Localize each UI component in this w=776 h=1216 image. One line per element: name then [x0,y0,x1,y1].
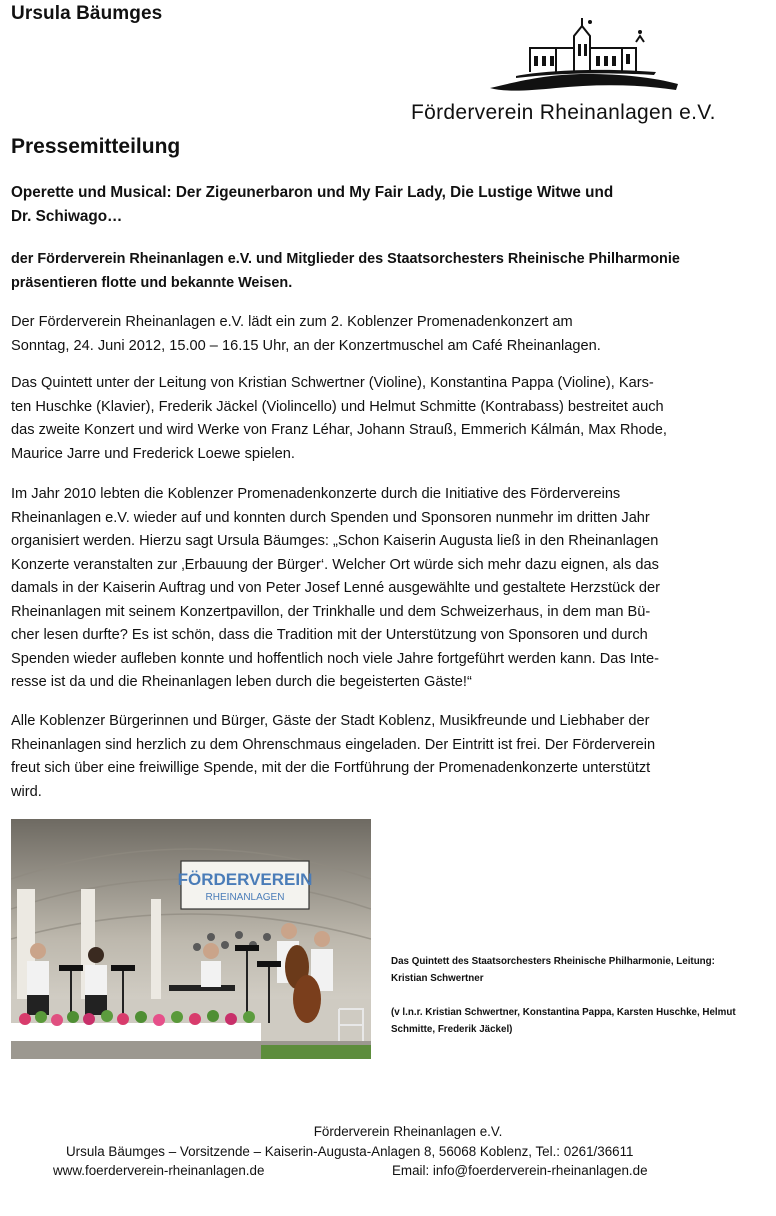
headline-line: Dr. Schiwago… [11,207,123,225]
subheadline-line: der Förderverein Rheinanlagen e.V. und Mitglieder des Staatsorchesters Rheinische Philharmonie [11,251,680,267]
paragraph-line: organisiert werden. Hierzu sagt Ursula Bäumges: „Schon Kaiserin Augusta ließ in den Rheinanlagen [11,533,659,549]
footer-address: Ursula Bäumges – Vorsitzende – Kaiserin-Augusta-Anlagen 8, 56068 Koblenz, Tel.: 0261/36611 [66,1143,634,1159]
author-name: Ursula Bäumges [11,3,163,24]
footer-org: Förderverein Rheinanlagen e.V. [313,1124,503,1139]
castle-river-logo-icon [486,8,682,96]
headline [11,181,691,228]
paragraph-line: Alle Koblenzer Bürgerinnen und Bürger, Gäste der Stadt Koblenz, Musikfreunde und Liebhaber der [11,713,650,729]
organization-name: Förderverein Rheinanlagen e.V. [411,101,716,124]
caption-line: Schmitte, Frederik Jäckel) [391,1024,513,1035]
paragraph-invitation-all [11,710,763,804]
paragraph-line: Maurice Jarre und Frederick Loewe spielen. [11,445,295,462]
paragraph-quintet [11,372,763,466]
paragraph-history [11,483,763,695]
document-title: Pressemitteilung [11,135,181,158]
paragraph-line: Im Jahr 2010 lebten die Koblenzer Promenadenkonzerte durch die Initiative des Fördervereins [11,486,621,502]
subheadline-line: präsentieren flotte und bekannte Weisen. [11,274,293,291]
paragraph-line: Konzerte veranstalten zur ‚Erbauung der Bürger‘. Welcher Ort würde sich mehr dazu eignen, als das [11,556,659,573]
footer-email-link[interactable]: Email: info@foerderverein-rheinanlagen.de [392,1163,648,1178]
paragraph-line: Sonntag, 24. Juni 2012, 15.00 – 16.15 Uhr, an der Konzertmuschel am Café Rheinanlagen. [11,337,601,354]
subheadline [11,248,751,295]
paragraph-line: Spenden wieder aufleben konnte und hoffentlich noch viele Jahre fortgeführt werden kann. Das Inte- [11,650,659,667]
paragraph-line: freut sich über eine freiwillige Spende, mit der die Fortführung der Promenadenkonzerte unterstützt [11,760,651,776]
paragraph-line: Das Quintett unter der Leitung von Kristian Schwertner (Violine), Konstantina Pappa (Violine), Kars- [11,375,654,391]
paragraph-line: Rheinanlagen mit seinem Konzertpavillon, der Trinkhalle und dem Schweizerhaus, in dem man Bü- [11,603,651,620]
photo-caption [391,953,771,1038]
banner-line-2: RHEINANLAGEN [205,892,285,903]
footer [0,1122,776,1181]
paragraph-line: damals in der Kaiserin Auftrag und von Peter Josef Lenné ausgewählte und gestaltete Herzstück der [11,580,661,596]
caption-line: (v l.n.r. Kristian Schwertner, Konstantina Pappa, Karsten Huschke, Helmut [391,1007,736,1018]
paragraph-invitation [11,311,763,358]
caption-line: Kristian Schwertner [391,973,484,984]
headline-line: Operette und Musical: Der Zigeunerbaron und My Fair Lady, Die Lustige Witwe und [11,184,614,201]
footer-website-link[interactable]: www.foerderverein-rheinanlagen.de [53,1163,265,1178]
paragraph-line: cher lesen durfte? Es ist schön, dass die Tradition mit der Unterstützung von Sponsoren und durch [11,627,648,643]
banner-line-1: FÖRDERVEREIN [177,870,313,889]
paragraph-line: Der Förderverein Rheinanlagen e.V. lädt ein zum 2. Koblenzer Promenadenkonzert am [11,314,573,330]
paragraph-line: Rheinanlagen sind herzlich zu dem Ohrenschmaus eingeladen. Der Eintritt ist frei. Der Förderverein [11,736,656,753]
paragraph-line: ten Huschke (Klavier), Frederik Jäckel (Violincello) und Helmut Schmitte (Kontrabass) bestreitet auch [11,398,664,415]
paragraph-line: resse ist da und die Rheinanlagen leben durch die begeisterten Gäste!“ [11,674,472,690]
paragraph-line: das zweite Konzert und wird Werke von Franz Léhar, Johann Strauß, Emmerich Kálmán, Max Rhode, [11,422,667,438]
paragraph-line: Rheinanlagen e.V. wieder auf und konnten durch Spenden und Sponsoren nunmehr im dritten Jahr [11,509,650,526]
paragraph-line: wird. [11,783,42,800]
caption-line: Das Quintett des Staatsorchesters Rheinische Philharmonie, Leitung: [391,956,715,967]
quintet-photo [11,819,371,1059]
